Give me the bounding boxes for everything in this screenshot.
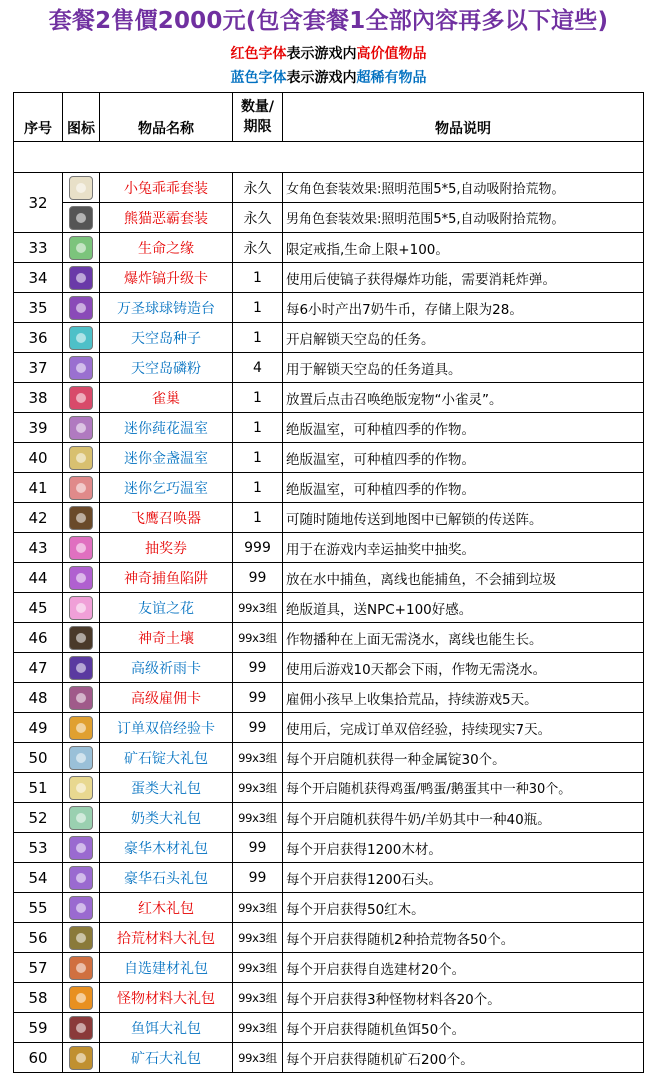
seq-cell: 37	[14, 353, 63, 383]
soil-icon	[69, 626, 93, 650]
table-row	[14, 593, 644, 623]
greenhouse-icon	[69, 416, 93, 440]
header-seq: 序号	[14, 93, 63, 142]
item-desc: 作物播种在上面无需浇水，离线也能生长。	[283, 623, 644, 653]
icon-cell	[63, 263, 100, 293]
item-name: 神奇捕鱼陷阱	[100, 563, 233, 593]
seq-cell: 34	[14, 263, 63, 293]
icon-cell	[63, 443, 100, 473]
panda-icon	[69, 206, 93, 230]
item-desc: 开启解锁天空岛的任务。	[283, 323, 644, 353]
item-name: 豪华石头礼包	[100, 863, 233, 893]
table-row	[14, 473, 644, 503]
item-desc: 每个开启获得1200石头。	[283, 863, 644, 893]
table-row	[14, 1043, 644, 1073]
icon-cell	[63, 623, 100, 653]
empty-cell	[14, 142, 644, 173]
table-row	[14, 833, 644, 863]
icon-cell	[63, 923, 100, 953]
item-qty: 99x3组	[233, 1043, 283, 1073]
seq-cell: 42	[14, 503, 63, 533]
item-desc: 用于在游戏内幸运抽奖中抽奖。	[283, 533, 644, 563]
icon-cell	[63, 353, 100, 383]
ring-icon	[69, 236, 93, 260]
item-qty: 1	[233, 323, 283, 353]
table-row	[14, 743, 644, 773]
item-name: 怪物材料大礼包	[100, 983, 233, 1013]
icon-cell	[63, 413, 100, 443]
seq-cell: 59	[14, 1013, 63, 1043]
item-qty: 99x3组	[233, 983, 283, 1013]
ingot-bag-icon	[69, 746, 93, 770]
icon-cell	[63, 563, 100, 593]
item-desc: 使用后，完成订单双倍经验，持续现实7天。	[283, 713, 644, 743]
item-qty: 99x3组	[233, 743, 283, 773]
table-row	[14, 203, 644, 233]
table-row	[14, 953, 644, 983]
ore-bag-icon	[69, 1046, 93, 1070]
item-name: 万圣球球铸造台	[100, 293, 233, 323]
monster-bag-icon	[69, 986, 93, 1010]
seq-cell: 35	[14, 293, 63, 323]
seq-cell: 47	[14, 653, 63, 683]
item-name: 鱼饵大礼包	[100, 1013, 233, 1043]
flower-icon	[69, 596, 93, 620]
seq-cell: 58	[14, 983, 63, 1013]
item-desc: 女角色套装效果:照明范围5*5,自动吸附拾荒物。	[283, 173, 644, 203]
icon-cell	[63, 233, 100, 263]
seq-cell: 56	[14, 923, 63, 953]
seq-cell: 48	[14, 683, 63, 713]
page-title: 套餐2售價2000元(包含套餐1全部內容再多以下這些)	[48, 8, 609, 34]
item-name: 迷你金盏温室	[100, 443, 233, 473]
header-qty-line1: 数量/	[240, 99, 275, 115]
empty-row	[14, 142, 644, 173]
table-row	[14, 683, 644, 713]
item-qty: 99x3组	[233, 623, 283, 653]
item-name: 雀巢	[100, 383, 233, 413]
item-name: 生命之缘	[100, 233, 233, 263]
item-qty: 99x3组	[233, 893, 283, 923]
seq-cell: 46	[14, 623, 63, 653]
icon-cell	[63, 533, 100, 563]
table-row	[14, 713, 644, 743]
seq-cell: 40	[14, 443, 63, 473]
item-name: 豪华木材礼包	[100, 833, 233, 863]
table-row	[14, 263, 644, 293]
item-name: 飞鹰召唤器	[100, 503, 233, 533]
table-row	[14, 563, 644, 593]
seq-cell: 52	[14, 803, 63, 833]
item-desc: 绝版温室，可种植四季的作物。	[283, 443, 644, 473]
item-desc: 每个开启获得50红木。	[283, 893, 644, 923]
item-desc: 限定戒指,生命上限+100。	[283, 233, 644, 263]
item-name: 天空岛种子	[100, 323, 233, 353]
icon-cell	[63, 773, 100, 803]
icon-cell	[63, 473, 100, 503]
item-desc: 每个开启获得3种怪物材料各20个。	[283, 983, 644, 1013]
seq-cell: 32	[14, 173, 63, 233]
item-qty: 999	[233, 533, 283, 563]
eagle-icon	[69, 506, 93, 530]
item-desc: 每个开启随机获得牛奶/羊奶其中一种40瓶。	[283, 803, 644, 833]
tools-icon	[69, 956, 93, 980]
table-row	[14, 503, 644, 533]
gift-box-icon	[69, 866, 93, 890]
item-desc: 每个开启获得随机矿石200个。	[283, 1043, 644, 1073]
item-qty: 99x3组	[233, 1013, 283, 1043]
greenhouse-icon	[69, 476, 93, 500]
item-desc: 用于解锁天空岛的任务道具。	[283, 353, 644, 383]
item-qty: 1	[233, 443, 283, 473]
item-qty: 4	[233, 353, 283, 383]
item-name: 迷你乞巧温室	[100, 473, 233, 503]
item-qty: 1	[233, 263, 283, 293]
table-row	[14, 323, 644, 353]
icon-cell	[63, 173, 100, 203]
item-desc: 雇佣小孩早上收集拾荒品，持续游戏5天。	[283, 683, 644, 713]
item-name: 小兔乖乖套装	[100, 173, 233, 203]
header-name: 物品名称	[100, 93, 233, 142]
powder-icon	[69, 356, 93, 380]
icon-cell	[63, 293, 100, 323]
item-desc: 每个开启随机获得一种金属锭30个。	[283, 743, 644, 773]
item-qty: 99	[233, 833, 283, 863]
table-row	[14, 383, 644, 413]
item-qty: 99	[233, 683, 283, 713]
item-desc: 每个开启获得随机2种拾荒物各50个。	[283, 923, 644, 953]
icon-cell	[63, 593, 100, 623]
seq-cell: 50	[14, 743, 63, 773]
item-qty: 99	[233, 863, 283, 893]
item-desc: 使用后游戏10天都会下雨，作物无需浇水。	[283, 653, 644, 683]
legend-blue-keyword: 蓝色字体	[230, 70, 287, 86]
forge-icon	[69, 296, 93, 320]
item-desc: 每个开启获得随机鱼饵50个。	[283, 1013, 644, 1043]
item-desc: 每个开启获得1200木材。	[283, 833, 644, 863]
table-row	[14, 1013, 644, 1043]
item-qty: 永久	[233, 173, 283, 203]
seq-cell: 51	[14, 773, 63, 803]
item-qty: 1	[233, 413, 283, 443]
item-desc: 绝版温室，可种植四季的作物。	[283, 473, 644, 503]
legend-blue-text: 表示游戏内	[286, 70, 357, 86]
icon-cell	[63, 1043, 100, 1073]
header-desc: 物品说明	[283, 93, 644, 142]
item-name: 拾荒材料大礼包	[100, 923, 233, 953]
icon-cell	[63, 503, 100, 533]
item-qty: 99x3组	[233, 773, 283, 803]
item-name: 爆炸镐升级卡	[100, 263, 233, 293]
item-desc: 绝版道具，送NPC+100好感。	[283, 593, 644, 623]
bait-bag-icon	[69, 1016, 93, 1040]
table-row	[14, 293, 644, 323]
fish-trap-icon	[69, 566, 93, 590]
legend-red-text: 表示游戏内	[286, 46, 357, 62]
legend-red-meaning: 高价值物品	[356, 46, 427, 62]
legend-red-keyword: 红色字体	[230, 46, 287, 62]
header-qty-line2: 期限	[243, 119, 272, 135]
table-header-row	[14, 93, 644, 142]
seq-cell: 60	[14, 1043, 63, 1073]
item-desc: 每6小时产出7奶牛币，存储上限为28。	[283, 293, 644, 323]
icon-cell	[63, 953, 100, 983]
table-row	[14, 893, 644, 923]
seq-cell: 43	[14, 533, 63, 563]
item-desc: 可随时随地传送到地图中已解锁的传送阵。	[283, 503, 644, 533]
icon-cell	[63, 683, 100, 713]
item-qty: 1	[233, 293, 283, 323]
item-name: 熊猫恶霸套装	[100, 203, 233, 233]
item-qty: 99x3组	[233, 803, 283, 833]
item-name: 红木礼包	[100, 893, 233, 923]
icon-cell	[63, 863, 100, 893]
header-qty	[233, 93, 283, 142]
exp-card-icon	[69, 716, 93, 740]
item-qty: 永久	[233, 233, 283, 263]
legend-blue-meaning: 超稀有物品	[356, 70, 427, 86]
icon-cell	[63, 203, 100, 233]
seq-cell: 53	[14, 833, 63, 863]
seq-cell: 39	[14, 413, 63, 443]
item-qty: 99x3组	[233, 923, 283, 953]
item-desc: 放在水中捕鱼，离线也能捕鱼，不会捕到垃圾	[283, 563, 644, 593]
icon-cell	[63, 983, 100, 1013]
icon-cell	[63, 893, 100, 923]
item-name: 奶类大礼包	[100, 803, 233, 833]
item-name: 高级祈雨卡	[100, 653, 233, 683]
item-qty: 99	[233, 653, 283, 683]
seq-cell: 54	[14, 863, 63, 893]
icon-cell	[63, 653, 100, 683]
item-name: 天空岛磷粉	[100, 353, 233, 383]
item-name: 高级雇佣卡	[100, 683, 233, 713]
gift-box-icon	[69, 836, 93, 860]
seq-cell: 55	[14, 893, 63, 923]
legend-blue-note	[0, 68, 657, 88]
item-name: 神奇土壤	[100, 623, 233, 653]
table-row	[14, 863, 644, 893]
table-row	[14, 173, 644, 203]
gift-box-icon	[69, 896, 93, 920]
seq-cell: 36	[14, 323, 63, 353]
item-desc: 每个开启获得自选建材20个。	[283, 953, 644, 983]
item-desc: 使用后使镐子获得爆炸功能，需要消耗炸弹。	[283, 263, 644, 293]
item-name: 矿石锭大礼包	[100, 743, 233, 773]
legend-red-note	[0, 44, 657, 64]
table-row	[14, 773, 644, 803]
item-name: 自选建材礼包	[100, 953, 233, 983]
item-name: 订单双倍经验卡	[100, 713, 233, 743]
item-name: 蛋类大礼包	[100, 773, 233, 803]
item-qty: 99	[233, 563, 283, 593]
seq-cell: 45	[14, 593, 63, 623]
item-name: 友谊之花	[100, 593, 233, 623]
seq-cell: 57	[14, 953, 63, 983]
item-qty: 99x3组	[233, 953, 283, 983]
bomb-card-icon	[69, 266, 93, 290]
item-qty: 1	[233, 383, 283, 413]
seq-cell: 33	[14, 233, 63, 263]
icon-cell	[63, 1013, 100, 1043]
item-desc: 绝版温室，可种植四季的作物。	[283, 413, 644, 443]
item-qty: 永久	[233, 203, 283, 233]
nest-icon	[69, 386, 93, 410]
table-row	[14, 233, 644, 263]
milk-bag-icon	[69, 806, 93, 830]
item-qty: 99	[233, 713, 283, 743]
seed-icon	[69, 326, 93, 350]
item-name: 抽奖券	[100, 533, 233, 563]
table-row	[14, 413, 644, 443]
hire-card-icon	[69, 686, 93, 710]
item-name: 迷你莼花温室	[100, 413, 233, 443]
items-table	[13, 92, 644, 1073]
item-qty: 1	[233, 503, 283, 533]
rain-card-icon	[69, 656, 93, 680]
table-row	[14, 923, 644, 953]
item-qty: 1	[233, 473, 283, 503]
table-row	[14, 353, 644, 383]
item-desc: 每个开启随机获得鸡蛋/鸭蛋/鹅蛋其中一种30个。	[283, 773, 644, 803]
icon-cell	[63, 383, 100, 413]
icon-cell	[63, 803, 100, 833]
table-row	[14, 803, 644, 833]
basket-icon	[69, 926, 93, 950]
table-row	[14, 443, 644, 473]
icon-cell	[63, 743, 100, 773]
item-desc: 放置后点击召唤绝版宠物“小雀灵”。	[283, 383, 644, 413]
table-row	[14, 653, 644, 683]
item-desc: 男角色套装效果:照明范围5*5,自动吸附拾荒物。	[283, 203, 644, 233]
icon-cell	[63, 713, 100, 743]
greenhouse-icon	[69, 446, 93, 470]
rabbit-icon	[69, 176, 93, 200]
item-qty: 99x3组	[233, 593, 283, 623]
seq-cell: 49	[14, 713, 63, 743]
table-row	[14, 623, 644, 653]
seq-cell: 38	[14, 383, 63, 413]
header-icon: 图标	[63, 93, 100, 142]
table-row	[14, 983, 644, 1013]
icon-cell	[63, 833, 100, 863]
table-row	[14, 533, 644, 563]
ticket-icon	[69, 536, 93, 560]
item-name: 矿石大礼包	[100, 1043, 233, 1073]
icon-cell	[63, 323, 100, 353]
seq-cell: 41	[14, 473, 63, 503]
egg-bag-icon	[69, 776, 93, 800]
seq-cell: 44	[14, 563, 63, 593]
